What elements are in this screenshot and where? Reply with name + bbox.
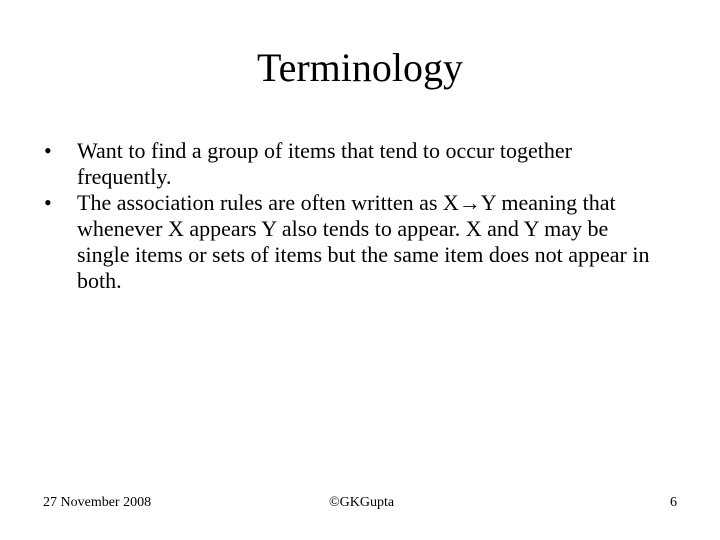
bullet-text: Want to find a group of items that tend to occur together frequently.: [77, 138, 572, 189]
bullet-text: The association rules are often written as X→Y meaning that whenever X appears Y also tends to appear. X and Y may be single items or sets of items but the same item does not appear in both.: [77, 190, 650, 293]
footer-copyright: ©GKGupta: [329, 495, 395, 510]
footer-date: 27 November 2008: [43, 495, 152, 510]
bullet-icon: •: [44, 138, 52, 163]
bullet-item: [44, 138, 664, 190]
bullet-list: [44, 138, 664, 294]
slide-title: Terminology: [256, 45, 464, 90]
bullet-item: [44, 190, 664, 294]
bullet-icon: •: [44, 190, 52, 215]
footer-page-number: 6: [670, 495, 677, 510]
